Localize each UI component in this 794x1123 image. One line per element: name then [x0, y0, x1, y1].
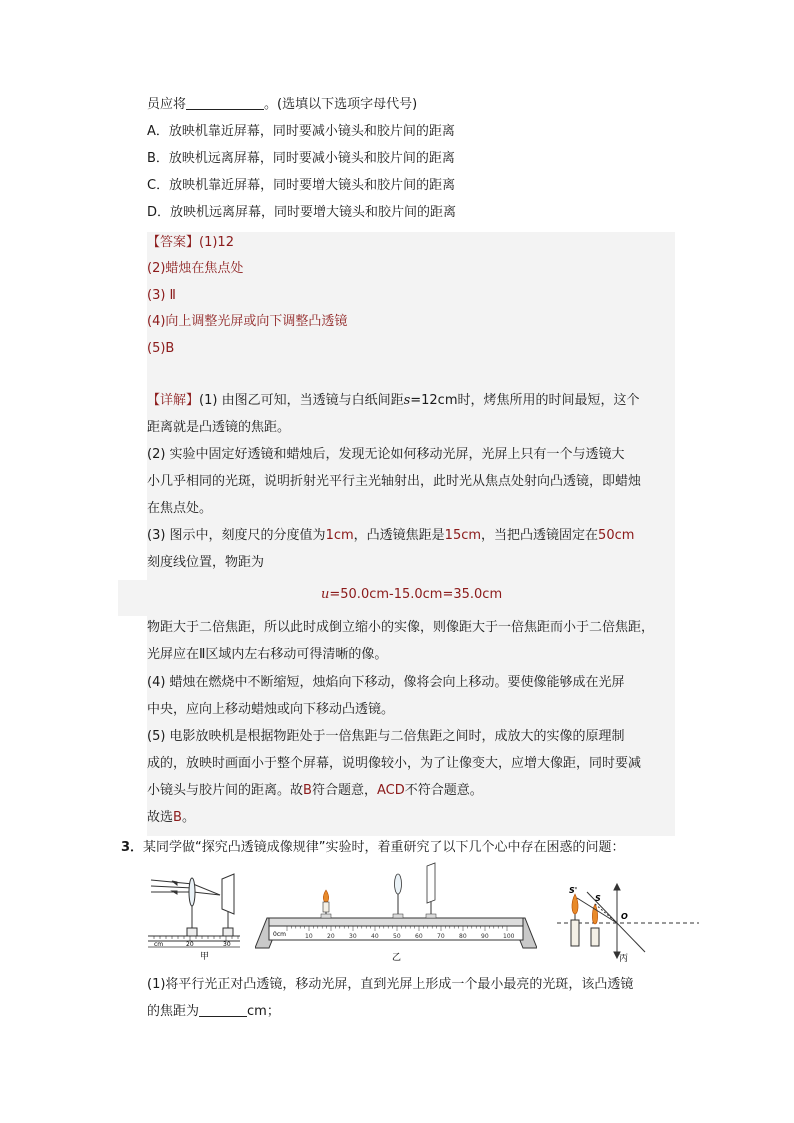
figure-yi [255, 860, 537, 962]
ruler-tick-label: 70 [437, 933, 445, 940]
ruler-tick-label: 60 [415, 933, 423, 940]
detail-p4-line2: 中央，应向上移动蜡烛或向下移动凸透镜。 [147, 702, 395, 717]
q2-stem-tail: 员应将 。(选填以下选项字母代号) [147, 97, 418, 112]
q3-sub1-line1: (1)将平行光正对凸透镜，移动光屏，直到光屏上形成一个最小最亮的光斑，该凸透镜 [147, 977, 634, 992]
detail-p1-line2: 距离就是凸透镜的焦距。 [147, 420, 291, 435]
fig-label-yi: 乙 [392, 953, 402, 962]
q2-answer-blank [186, 95, 264, 110]
candle [321, 890, 331, 918]
answer-tag: 【答案】 [147, 235, 200, 250]
ruler-tick-label: 10 [305, 933, 313, 940]
ruler-tick-label: 100 [503, 933, 515, 940]
option-b: B．放映机远离屏幕，同时要减小镜头和胶片间的距离 [147, 151, 455, 166]
figure-jia [148, 870, 244, 962]
detail-equation: u=50.0cm-15.0cm=35.0cm [321, 587, 503, 602]
option-a: A．放映机靠近屏幕，同时要减小镜头和胶片间的距离 [147, 124, 455, 139]
jia-tick-20: 20 [186, 941, 194, 948]
fig-label-bing: 丙 [619, 954, 629, 962]
bing-label-s-prime: S' [569, 886, 578, 895]
bing-label-o: O [621, 912, 628, 921]
bing-label-s: S [595, 894, 601, 903]
ruler-tick-label: 30 [349, 933, 357, 940]
ruler-tick-label: 20 [327, 933, 335, 940]
lens [393, 874, 403, 918]
answer-4: (4)向上调整光屏或向下调整凸透镜 [147, 314, 348, 329]
detail-p5-line2: 成的，放映时画面小于整个屏幕，说明像较小，为了让像变大，应增大像距，同时要减 [147, 756, 642, 771]
focal-length-blank [199, 1002, 247, 1017]
figure-bing [557, 880, 703, 962]
screen [426, 863, 436, 918]
option-d: D．放映机远离屏幕，同时要增大镜头和胶片间的距离 [147, 205, 457, 220]
fig-label-jia: 甲 [200, 952, 210, 962]
answer-1: 【答案】(1)12 [147, 235, 234, 250]
detail-p4-line1: (4) 蜡烛在燃烧中不断缩短，烛焰向下移动，像将会向上移动。要使像能够成在光屏 [147, 675, 625, 690]
detail-p3-line2: 刻度线位置，物距为 [147, 555, 265, 570]
detail-p2-line2: 小几乎相同的光斑，说明折射光平行主光轴射出，此时光从焦点处射向凸透镜，即蜡烛 [147, 474, 642, 489]
q3-sub1-line2: 的焦距为 cm； [147, 1004, 280, 1019]
detail-p2-line1: (2) 实验中固定好透镜和蜡烛后，发现无论如何移动光屏，光屏上只有一个与透镜大 [147, 447, 625, 462]
detail-p5-line4: 故选B。 [147, 810, 195, 825]
detail-p5-line1: (5) 电影放映机是根据物距处于一倍焦距与二倍焦距之间时，成放大的实像的原理制 [147, 729, 625, 744]
ruler-tick-label: 80 [459, 933, 467, 940]
detail-p3-line4: 光屏应在Ⅱ区域内左右移动可得清晰的像。 [147, 647, 388, 662]
answer-5: (5)B [147, 341, 175, 356]
detail-p3-line1: (3) 图示中，刻度尺的分度值为1cm，凸透镜焦距是15cm，当把凸透镜固定在50cm [147, 528, 635, 543]
detail-p3-line3: 物距大于二倍焦距，所以此时成倒立缩小的实像，则像距大于一倍焦距而小于二倍焦距， [147, 620, 655, 635]
ruler-zero-label: 0cm [273, 931, 286, 938]
detail-tag: 【详解】 [147, 393, 200, 408]
jia-tick-30: 30 [223, 941, 231, 948]
answer-panel-equation-band [118, 580, 158, 616]
jia-unit-label: cm [154, 941, 164, 948]
answer-2: (2)蜡烛在焦点处 [147, 261, 244, 276]
option-c: C．放映机靠近屏幕，同时要增大镜头和胶片间的距离 [147, 178, 456, 193]
detail-p1-line1: 【详解】(1) 由图乙可知，当透镜与白纸间距s=12cm时，烤焦所用的时间最短，这个 [147, 393, 640, 408]
detail-p5-line3: 小镜头与胶片间的距离。故B符合题意，ACD不符合题意。 [147, 783, 483, 798]
ruler-tick-label: 50 [393, 933, 401, 940]
ruler-tick-label: 90 [481, 933, 489, 940]
ruler-tick-label: 40 [371, 933, 379, 940]
answer-3: (3) Ⅱ [147, 288, 176, 303]
q3-stem: 3．某同学做“探究凸透镜成像规律”实验时，着重研究了以下几个心中存在困惑的问题： [121, 840, 625, 855]
detail-p2-line3: 在焦点处。 [147, 501, 213, 516]
